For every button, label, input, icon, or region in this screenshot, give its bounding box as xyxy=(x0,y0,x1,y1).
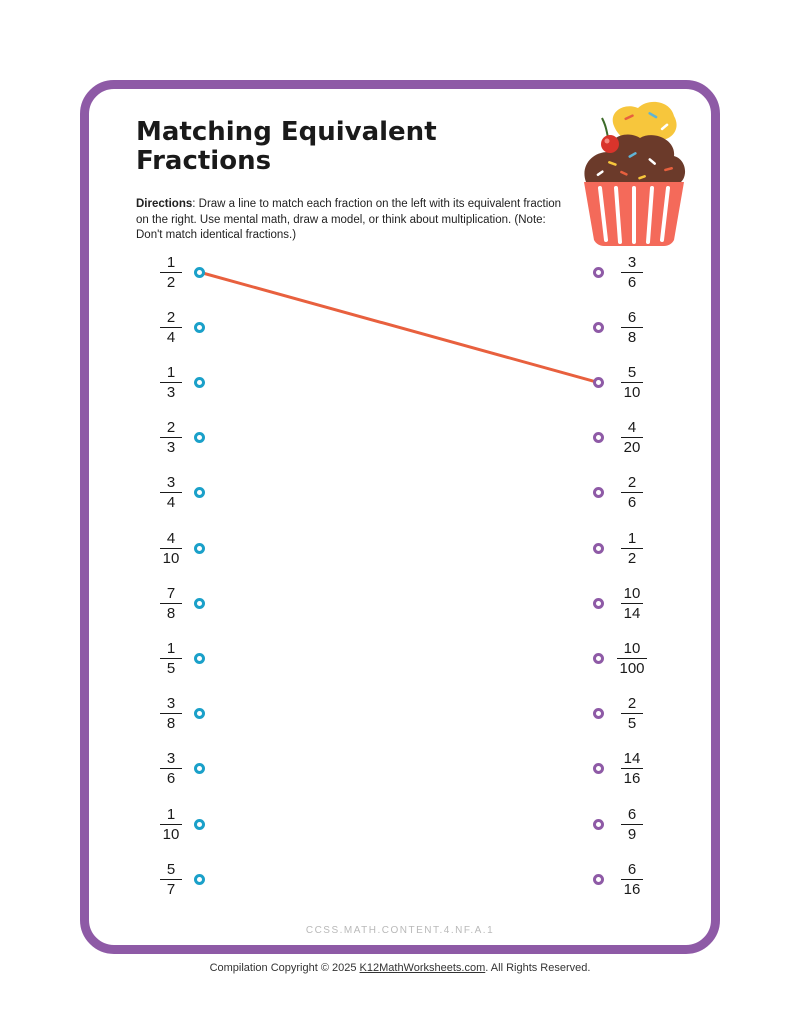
right-match-point[interactable] xyxy=(593,543,604,554)
fraction-bar xyxy=(160,382,182,383)
right-match-point[interactable] xyxy=(593,653,604,664)
right-match-point[interactable] xyxy=(593,874,604,885)
denominator: 9 xyxy=(627,825,637,843)
right-fraction xyxy=(612,250,652,294)
left-fraction xyxy=(151,360,191,404)
numerator: 1 xyxy=(166,639,176,657)
right-fraction xyxy=(612,857,652,901)
denominator: 6 xyxy=(627,494,637,512)
right-fraction xyxy=(612,636,652,680)
fraction-bar xyxy=(621,492,643,493)
fraction-bar xyxy=(621,548,643,549)
denominator: 10 xyxy=(623,383,641,401)
numerator: 2 xyxy=(166,308,176,326)
denominator: 5 xyxy=(166,659,176,677)
numerator: 14 xyxy=(623,750,641,768)
numerator: 5 xyxy=(166,860,176,878)
fraction-bar xyxy=(160,603,182,604)
right-match-point[interactable] xyxy=(593,763,604,774)
left-match-point[interactable] xyxy=(194,708,205,719)
left-match-point[interactable] xyxy=(194,819,205,830)
numerator: 3 xyxy=(166,474,176,492)
right-match-point[interactable] xyxy=(593,267,604,278)
left-match-point[interactable] xyxy=(194,543,205,554)
fraction-bar xyxy=(621,603,643,604)
left-match-point[interactable] xyxy=(194,322,205,333)
fraction-bar xyxy=(160,658,182,659)
left-fraction xyxy=(151,747,191,791)
numerator: 3 xyxy=(166,695,176,713)
fraction-bar xyxy=(160,768,182,769)
title-line-2: Fractions xyxy=(136,146,272,176)
left-fraction xyxy=(151,802,191,846)
right-match-point[interactable] xyxy=(593,432,604,443)
left-fraction xyxy=(151,250,191,294)
fraction-bar xyxy=(160,327,182,328)
fraction-bar xyxy=(160,713,182,714)
right-fraction xyxy=(612,416,652,460)
left-fraction xyxy=(151,526,191,570)
right-match-point[interactable] xyxy=(593,377,604,388)
numerator: 6 xyxy=(627,308,637,326)
fraction-bar xyxy=(617,658,647,659)
denominator: 6 xyxy=(627,273,637,291)
footer-copyright xyxy=(0,962,800,974)
left-fraction xyxy=(151,416,191,460)
numerator: 5 xyxy=(627,363,637,381)
denominator: 8 xyxy=(166,715,176,733)
numerator: 6 xyxy=(627,805,637,823)
numerator: 1 xyxy=(627,529,637,547)
fraction-bar xyxy=(160,879,182,880)
fraction-bar xyxy=(160,548,182,549)
right-fraction xyxy=(612,581,652,625)
denominator: 3 xyxy=(166,439,176,457)
left-match-point[interactable] xyxy=(194,377,205,388)
numerator: 10 xyxy=(623,639,641,657)
left-match-point[interactable] xyxy=(194,763,205,774)
fraction-bar xyxy=(160,437,182,438)
numerator: 2 xyxy=(627,474,637,492)
left-match-point[interactable] xyxy=(194,598,205,609)
fraction-bar xyxy=(621,768,643,769)
denominator: 100 xyxy=(619,659,645,677)
right-fraction xyxy=(612,471,652,515)
denominator: 2 xyxy=(627,549,637,567)
right-match-point[interactable] xyxy=(593,708,604,719)
numerator: 1 xyxy=(166,363,176,381)
left-fraction xyxy=(151,636,191,680)
right-fraction xyxy=(612,305,652,349)
numerator: 2 xyxy=(627,695,637,713)
left-fraction xyxy=(151,471,191,515)
right-match-point[interactable] xyxy=(593,598,604,609)
left-match-point[interactable] xyxy=(194,874,205,885)
fraction-bar xyxy=(621,272,643,273)
left-match-point[interactable] xyxy=(194,432,205,443)
denominator: 8 xyxy=(627,328,637,346)
denominator: 4 xyxy=(166,494,176,512)
denominator: 8 xyxy=(166,604,176,622)
right-match-point[interactable] xyxy=(593,819,604,830)
left-fraction xyxy=(151,305,191,349)
denominator: 3 xyxy=(166,383,176,401)
fraction-bar xyxy=(621,382,643,383)
denominator: 10 xyxy=(162,825,180,843)
directions-text: : Draw a line to match each fraction on the left with its equivalent fraction on the right. Use mental math, draw a model, or think about multiplication. (Note: Don't match identical fractions.) xyxy=(136,198,562,241)
numerator: 3 xyxy=(627,253,637,271)
right-match-point[interactable] xyxy=(593,322,604,333)
footer-prefix: Compilation Copyright © 2025 xyxy=(209,962,360,974)
left-match-point[interactable] xyxy=(194,267,205,278)
right-match-point[interactable] xyxy=(593,487,604,498)
left-match-point[interactable] xyxy=(194,487,205,498)
denominator: 16 xyxy=(623,880,641,898)
denominator: 5 xyxy=(627,715,637,733)
right-fraction xyxy=(612,360,652,404)
numerator: 1 xyxy=(166,253,176,271)
left-fraction xyxy=(151,581,191,625)
fraction-bar xyxy=(621,327,643,328)
fraction-bar xyxy=(621,824,643,825)
denominator: 2 xyxy=(166,273,176,291)
fraction-bar xyxy=(621,713,643,714)
cupcake-icon xyxy=(578,96,690,246)
numerator: 6 xyxy=(627,860,637,878)
right-fraction xyxy=(612,526,652,570)
numerator: 3 xyxy=(166,750,176,768)
numerator: 2 xyxy=(166,419,176,437)
footer-suffix: . All Rights Reserved. xyxy=(485,962,591,974)
title-line-1: Matching Equivalent xyxy=(136,117,437,147)
left-match-point[interactable] xyxy=(194,653,205,664)
denominator: 16 xyxy=(623,770,641,788)
right-fraction xyxy=(612,692,652,736)
denominator: 4 xyxy=(166,328,176,346)
fraction-bar xyxy=(621,879,643,880)
directions-label: Directions xyxy=(136,198,193,210)
numerator: 1 xyxy=(166,805,176,823)
numerator: 7 xyxy=(166,584,176,602)
worksheet-title xyxy=(136,118,516,176)
right-fraction xyxy=(612,802,652,846)
denominator: 10 xyxy=(162,549,180,567)
denominator: 7 xyxy=(166,880,176,898)
fraction-bar xyxy=(160,824,182,825)
numerator: 4 xyxy=(166,529,176,547)
footer-link[interactable]: K12MathWorksheets.com xyxy=(359,962,486,974)
denominator: 6 xyxy=(166,770,176,788)
fraction-bar xyxy=(160,272,182,273)
directions xyxy=(136,197,566,244)
fraction-bar xyxy=(621,437,643,438)
right-fraction xyxy=(612,747,652,791)
left-fraction xyxy=(151,857,191,901)
standard-code: CCSS.MATH.CONTENT.4.NF.A.1 xyxy=(305,925,495,936)
left-fraction xyxy=(151,692,191,736)
denominator: 20 xyxy=(623,439,641,457)
fraction-bar xyxy=(160,492,182,493)
denominator: 14 xyxy=(623,604,641,622)
numerator: 4 xyxy=(627,419,637,437)
numerator: 10 xyxy=(623,584,641,602)
